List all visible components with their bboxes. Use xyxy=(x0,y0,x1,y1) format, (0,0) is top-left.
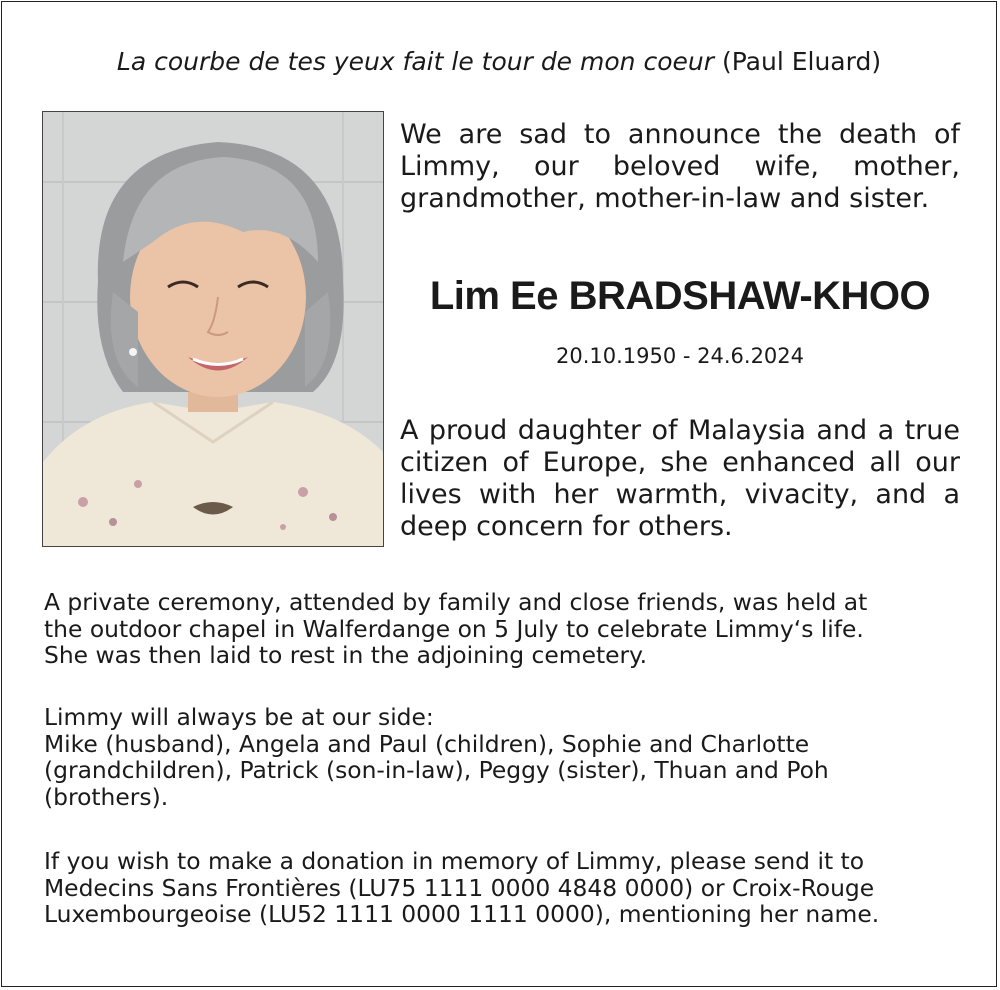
family-line: Limmy will always be at our side: xyxy=(44,703,434,731)
donation-line: Luxembourgeoise (LU52 1111 0000 1111 0000), mentioning her name. xyxy=(44,900,880,929)
deceased-name: Lim Ee BRADSHAW-KHOO xyxy=(429,274,931,318)
family-paragraph xyxy=(44,704,964,810)
epigraph-quote xyxy=(2,46,996,78)
donation-paragraph xyxy=(44,848,964,928)
family-line: (grandchildren), Patrick (son-in-law), Peggy (sister), Thuan and Poh xyxy=(44,756,829,785)
ceremony-line: She was then laid to rest in the adjoining cemetery. xyxy=(44,641,648,670)
donation-line: Medecins Sans Frontières (LU75 1111 0000 4848 0000) or Croix-Rouge xyxy=(44,873,875,902)
tribute-text: A proud daughter of Malaysia and a true citizen of Europe, she enhanced all our lives with her warmth, vivacity, and a deep concern for others. xyxy=(400,415,960,542)
life-dates: 20.10.1950 - 24.6.2024 xyxy=(555,344,805,368)
ceremony-line: A private ceremony, attended by family and close friends, was held at xyxy=(44,588,868,616)
family-line: Mike (husband), Angela and Paul (children), Sophie and Charlotte xyxy=(44,729,810,758)
quote-text: La courbe de tes yeux fait le tour de mon coeur xyxy=(116,47,714,76)
ceremony-paragraph xyxy=(44,589,964,669)
family-line: (brothers). xyxy=(44,782,169,811)
death-announcement: We are sad to announce the death of Limmy, our beloved wife, mother, grandmother, mother-in-law and sister. xyxy=(400,119,960,214)
obituary-frame xyxy=(1,1,997,987)
donation-line: If you wish to make a donation in memory of Limmy, please send it to xyxy=(44,847,865,875)
quote-author: (Paul Eluard) xyxy=(721,47,882,76)
ceremony-line: the outdoor chapel in Walferdange on 5 July to celebrate Limmy‘s life. xyxy=(44,614,864,643)
portrait-illustration xyxy=(43,112,383,546)
portrait-photo xyxy=(42,111,384,547)
